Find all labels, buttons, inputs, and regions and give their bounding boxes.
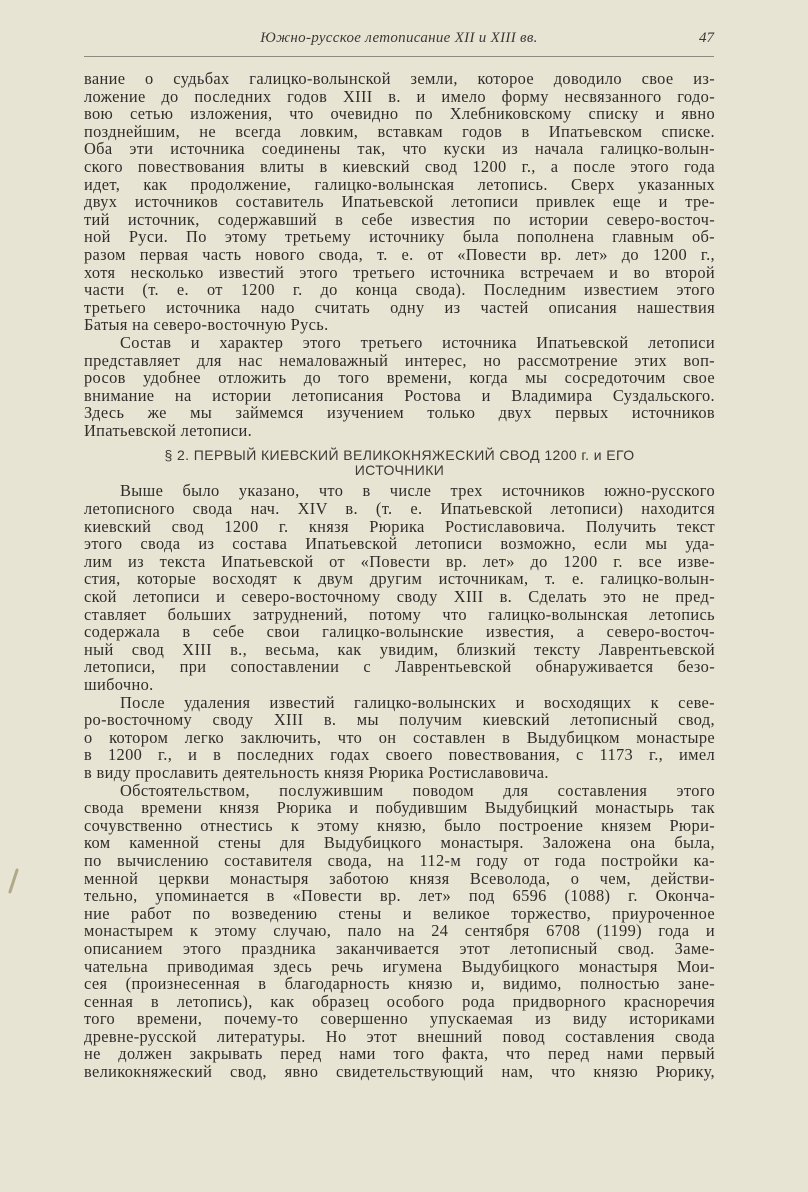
text-line: лим из текста Ипатьевской от «Повести вр. лет» до 1200 г. все изве-	[84, 551, 715, 571]
text-line: После удаления известий галицко-волынских и восходящих к севе-	[120, 692, 715, 712]
paragraphs-before-section	[84, 70, 715, 439]
text-line: стия, которые восходят к двум другим источникам, т. е. галицко-волын-	[84, 569, 715, 589]
text-line: вою сетью изложения, что очевидно по Хлебниковскому списку и явно	[84, 104, 715, 124]
text-line: свода времени князя Рюрика и побудившим Выдубицкий монастырь так	[84, 798, 715, 818]
text-line: Выше было указано, что в числе трех источников южно-русского	[120, 481, 715, 501]
paragraph	[84, 70, 715, 334]
text-line: внимание на истории летописания Ростова и Владимира Суздальского.	[84, 385, 715, 405]
text-line: вание о судьбах галицко-волынской земли, которое доводило свое из-	[84, 69, 715, 88]
text-line: чательна приводимая здесь речь игумена Выдубицкого монастыря Мои-	[84, 956, 715, 976]
text-line: двух источников составитель Ипатьевской летописи привлек еще и тре-	[84, 192, 715, 212]
text-line: разом первая часть нового свода, т. е. от «Повести вр. лет» до 1200 г.,	[84, 244, 715, 264]
text-line: росов удобнее отложить до того времени, когда мы сосредоточим свое	[84, 368, 715, 388]
text-line: тельно, упоминается в «Повести вр. лет» под 6596 (1088) г. Оконча-	[84, 886, 715, 906]
paragraph	[84, 482, 715, 693]
paragraphs-after-section	[84, 482, 715, 1080]
text-line: менной церкви монастыря заботою князя Всеволода, о чем, действи-	[84, 868, 715, 888]
text-line: ставляет больших затруднений, потому что галицко-волынская летопись	[84, 604, 715, 624]
text-line: по вычислению составителя свода, на 112-м году от года постройки ка-	[84, 850, 715, 870]
pen-mark	[8, 868, 19, 894]
text-line: Батыя на северо-восточную Русь.	[84, 315, 329, 335]
text-line: ный свод XIII в., весьма, как увидим, близкий тексту Лаврентьевской	[84, 639, 715, 659]
text-line: монастырем к этому случаю, пало на 24 сентября 6708 (1199) года и	[84, 921, 715, 941]
header-rule	[84, 56, 714, 57]
text-line: хотя несколько известий этого третьего источника встречаем и во второй	[84, 262, 715, 282]
text-line: представляет для нас немаловажный интерес, но рассмотрение этих воп-	[84, 350, 715, 370]
text-line: части (т. е. от 1200 г. до конца свода). Последним известием этого	[84, 280, 715, 300]
text-line: Здесь же мы займемся изучением только двух первых источников	[84, 403, 715, 423]
text-line: летописи, при сопоставлении с Лаврентьевской обнаруживается безо-	[84, 657, 715, 677]
section-heading-line: § 2. ПЕРВЫЙ КИЕВСКИЙ ВЕЛИКОКНЯЖЕСКИЙ СВОД 1200 г. и ЕГО	[164, 447, 635, 464]
text-line: в 1200 г., и в последних годах своего повествования, с 1173 г., имел	[84, 745, 715, 765]
text-line: сочувственно отнестись к этому князю, было построение князем Рюри-	[84, 815, 715, 835]
section-heading	[84, 448, 715, 478]
text-line: шибочно.	[84, 675, 154, 694]
text-line: о котором легко заключить, что он составлен в Выдубицком монастыре	[84, 727, 715, 747]
text-line: не должен закрывать перед нами того факта, что перед нами первый	[84, 1044, 715, 1064]
text-line: содержала в себе свои галицко-волынские известия, а северо-восточ-	[84, 622, 715, 642]
text-line: Обстоятельством, послужившим поводом для составления этого	[120, 780, 715, 800]
text-line: описанием этого праздника заканчивается этот летописный свод. Заме-	[84, 938, 715, 958]
text-line: ной Руси. По этому третьему источнику была пополнена главным об-	[84, 227, 715, 247]
text-line: ского повествования влиты в киевский свод 1200 г., а после этого года	[84, 156, 715, 176]
text-line: ской летописи и северо-восточному своду XIII в. Сделать это не пред-	[84, 587, 715, 607]
text-line: великокняжеский свод, явно свидетельствующий нам, что князю Рюрику,	[84, 1062, 715, 1082]
text-line: Состав и характер этого третьего источника Ипатьевской летописи	[120, 332, 715, 352]
text-line: ком каменной стены для Выдубицкого монастыря. Заложена она была,	[84, 833, 715, 853]
section-heading-line: ИСТОЧНИКИ	[354, 462, 445, 479]
text-line: этого свода из состава Ипатьевской летописи возможно, если мы уда-	[84, 534, 715, 554]
text-line: ро-восточному своду XIII в. мы получим киевский летописный свод,	[84, 710, 715, 730]
text-line: в виду прославить деятельность князя Рюрика Ростиславовича.	[84, 762, 549, 782]
paragraph	[84, 694, 715, 782]
text-line: летописного свода нач. XIV в. (т. е. Ипатьевской летописи) находится	[84, 499, 715, 519]
text-line: Ипатьевской летописи.	[84, 420, 253, 440]
text-line: Оба эти источника соединены так, что куски из начала галицко-волын-	[84, 139, 715, 159]
page-number: 47	[699, 30, 714, 46]
running-title: Южно-русское летописание XII и XIII вв.	[260, 30, 538, 46]
running-header	[84, 30, 714, 50]
page-body	[84, 70, 715, 1081]
text-line: идет, как продолжение, галицко-волынская летопись. Сверх указанных	[84, 174, 715, 194]
paragraph	[84, 782, 715, 1081]
text-line: позднейшим, не всегда ловким, вставкам годов в Ипатьевском списке.	[84, 121, 715, 141]
text-line: сенная в летопись), как образец особого рода придворного красноречия	[84, 991, 715, 1011]
text-line: тий источник, содержавший в себе известия по истории северо-восточ-	[84, 209, 715, 229]
paragraph	[84, 334, 715, 440]
text-line: ложение до последних годов XIII в. и имело форму несвязанного годо-	[84, 86, 715, 106]
text-line: киевский свод 1200 г. князя Рюрика Ростиславовича. Получить текст	[84, 516, 715, 536]
text-line: третьего источника надо считать одну из частей описания нашествия	[84, 297, 715, 317]
text-line: того времени, почему-то совершенно упускаемая из виду историками	[84, 1009, 715, 1029]
text-line: сея (произнесенная в благодарность князю и, видимо, полностью зане-	[84, 974, 715, 994]
text-line: древне-русской литературы. Но этот внешний повод составления свода	[84, 1026, 715, 1046]
text-line: ние работ по возведению стены и великое торжество, приуроченное	[84, 903, 715, 923]
